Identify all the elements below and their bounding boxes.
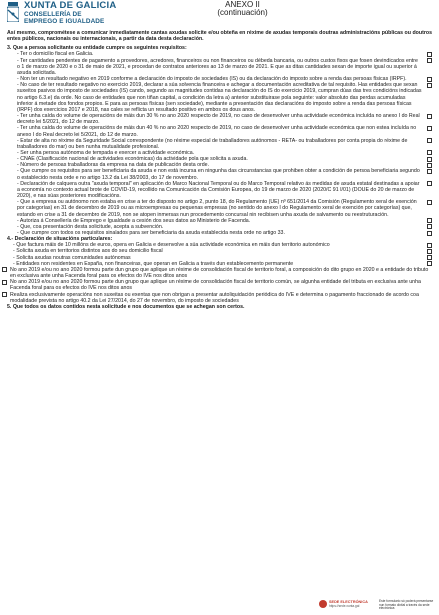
requirement-checkbox[interactable] xyxy=(427,150,432,155)
section-5: 5. Que todos os datos contidos nesta solicitude e nos documentos que se achegan son certos. xyxy=(7,303,245,310)
situation-item: - Solicita axudas noutras comunidades autónomas xyxy=(7,255,432,261)
section-4-title: 4.- Declaración de situacións particulares: xyxy=(7,236,113,243)
requirement-checkbox[interactable] xyxy=(427,83,432,88)
sede-url[interactable]: https://sede.xunta.gal xyxy=(329,604,360,608)
group-consolidation-comun: No ano 2019 e/ou no ano 2020 formou parte dun grupo que aplique un réxime de consolidación fiscal de territorio común, se algunha entidade del tributa en exclusiva ante unha Facenda foral para os efectos do IVE nos ditos anos xyxy=(7,279,432,291)
situation-checkbox[interactable] xyxy=(427,243,432,248)
requirement-item: - Autoriza á Consellería de Emprego e Igualdade a cesión dos seus datos ao Ministerio de Facenda. xyxy=(7,218,432,224)
situation-checkbox[interactable] xyxy=(427,255,432,260)
requirement-item: - Declaración de calquera outra "axuda temporal" en aplicación do Marco Nacional Temporal ou do Marco Temporal relativo ás medidas de axuda estatal destinadas a apoiar a economía no contexto actual brote de COVID-19, recollido na Comunicación da Comisión Europea, do 19 de marzo de 2020 (2020/C 91 I/01) (DOUE do 20 de marzo de 2020), e nas súas posteriores modificacións. xyxy=(7,181,432,199)
requirement-item: - Ser unha persoa autónoma de tempada e exercer a actividade económica. xyxy=(7,150,432,156)
page-footer xyxy=(7,598,432,612)
situation-checkbox[interactable] xyxy=(427,249,432,254)
requirement-item: - No caso de ter resultado negativo no exercicio 2019, declarar a súa solvencia financeira e achegar a documentación acreditativa de tal requisito. Has entidades que sexan suxeitos pasivos do imposto de sociedades (IS) cando, segundo as magnitudes contidas na declaración do IS do exercicio 2019, cumpran dúas das tres condicións indicadas no artigo 6.3.e) da orde. No caso de entidades que non tiñan capital, a condición da letra a) anterior substituirase pola seguinte: valor absoluto das perdas acumuladas inferior á metade dos fondos propios. E para as persoas físicas (sen sociedade), mediante a presentación das declaracións do imposto sobre a renda das persoas físicas (IRPF) dos exercicios 2017 e 2018, nas cales se reflicta un resultado positivo en ambos os dous anos. xyxy=(7,82,432,113)
anexo-subtitle: (continuación) xyxy=(217,8,268,17)
situation-item: - Que factura máis de 10 millóns de euros, opera en Galicia e desenvolve a súa actividade económica en máis dun territorio autonómico xyxy=(7,242,432,248)
requirement-checkbox[interactable] xyxy=(427,231,432,236)
requirement-checkbox[interactable] xyxy=(427,224,432,229)
requirement-item: - Ter cantidades pendentes de pagamento a provedores, acredores, financeiros ou non financeiros ou débeda bancaria, ou outros custos fixos que fosen devindicados entre o 1 de marzo de 2020 e o 31 de maio de 2021, e procedan de contratos anteriores ao 13 de marzo de 2021. E que as ditas cantidades sexan de importe igual ou superior á axuda solicitada. xyxy=(7,58,432,76)
sede-label: SEDE ELECTRÓNICA xyxy=(329,600,368,604)
exempt-operations-checkbox[interactable] xyxy=(2,292,7,297)
situation-checkbox[interactable] xyxy=(427,261,432,266)
requirement-checkbox[interactable] xyxy=(427,200,432,205)
requirement-item: - Ter unha caída do volume de operacións de máis dun 40 % no ano 2020 respecto de 2019, no caso de desenvolver unha actividade económica que non estea incluída no anexo I do Real decreto lei 5/2021, do 12 de marzo. xyxy=(7,125,432,137)
requirement-item: - Estar de alta no réxime da Seguridade Social correspondente (no réxime especial de traballadores autónomos - RETA- ou traballadores por conta propia do réxime de traballadores do mar) ou ben nunha mutualidade profesional. xyxy=(7,138,432,150)
requirement-item: - Que a empresa ou autónomo non estaba en crise a ter do disposto no artigo 2, punto 18, do Regulamento (UE) nº 651/2014 da Comisión (Regulamento xeral de exención por categorías) en 31 de decembro de 2019 ou as microempresas ou pequenas empresas (no sentido do anexo I do Regulamento xeral de exención por categorías) que, estando en crise a 31 de decembro de 2019, non se atopen inmersas nun procedemento concursal nin recibisen unha axuda de salvamento ou reestruturación. xyxy=(7,199,432,217)
requirement-checkbox[interactable] xyxy=(427,163,432,168)
group-foral-checkbox[interactable] xyxy=(2,267,7,272)
requirement-checkbox[interactable] xyxy=(427,181,432,186)
requirement-item: - Que, coa presentación desta solicitude, acepta a subvención. xyxy=(7,224,432,230)
requirement-checkbox[interactable] xyxy=(427,77,432,82)
situation-item: - Solicita axuda en territorios distintos aos do seu domicilio fiscal xyxy=(7,248,432,254)
requirement-checkbox[interactable] xyxy=(427,58,432,63)
requirement-checkbox[interactable] xyxy=(427,169,432,174)
intro-paragraph: Así mesmo, comprométese a comunicar inmediatamente cantas axudas solicite e/ou obteña en réxime de axudas temporais doutras administracións públicas ou doutros entes públicos, nacionais ou internacionais, a partir da data desta declaración. xyxy=(7,30,432,43)
requirement-item: - Número de persoas traballadoras da empresa na data de publicación desta orde. xyxy=(7,162,432,168)
xunta-logo-text xyxy=(24,1,116,25)
group-consolidation-foral: No ano 2019 e/ou no ano 2020 formou parte dun grupo que aplique un réxime de consolidación fiscal de territorio foral, a composición do dito grupo en 2020 e a entidade do tributo en exclusiva ante unha Facenda foral para os efectos do IVE nos ditos anos xyxy=(7,267,432,279)
requirement-item: - Non ter un resultado negativo en 2019 conforme a declaración do imposto de sociedades (IS) ou da declaración do imposto sobre a renda das persoas físicas (IRPF). xyxy=(7,76,432,82)
logo-subtitle-2: EMPREGO E IGUALDADE xyxy=(24,18,105,25)
form-body xyxy=(7,30,432,310)
group-comun-checkbox[interactable] xyxy=(2,280,7,285)
requirement-checkbox[interactable] xyxy=(427,157,432,162)
footer-note: Este formulario só poderá presentarse nun formato dixital a través da sede electrónica xyxy=(379,599,434,611)
xunta-logo-icon xyxy=(7,2,19,22)
anexo-heading xyxy=(215,1,270,17)
requirement-checkbox[interactable] xyxy=(427,114,432,119)
page-header xyxy=(0,0,439,28)
section-3-title: 3. Que a persoa solicitante ou entidade cumpre os seguintes requisitos: xyxy=(7,45,187,52)
requirement-item: - CNAE (Clasificación nacional de actividades económicas) da actividade pola que solicita a axuda. xyxy=(7,156,432,162)
requirement-item: - Ter o domicilio fiscal en Galicia. xyxy=(7,51,432,57)
logo-subtitle-1: CONSELLERÍA DE xyxy=(24,11,82,18)
logo-title: XUNTA DE GALICIA xyxy=(24,0,117,11)
requirement-checkbox[interactable] xyxy=(427,126,432,131)
requirement-item: - Ter unha caída do volume de operacións de máis dun 30 % no ano 2020 respecto de 2019, no caso de desenvolver unha actividade económica incluída no anexo I do Real decreto lei 5/2021, do 12 de marzo. xyxy=(7,113,432,125)
requirement-item: - Que cumpre os requisitos para ser beneficiaria da axuda e non está incursa en ningunha das circunstancias que prohiben obter a condición de persoa beneficiaria segundo o establecido nesta orde e no artigo 13.2 da Lei 38/2003, do 17 de novembro. xyxy=(7,168,432,180)
requirement-checkbox[interactable] xyxy=(427,138,432,143)
anexo-title: ANEXO II xyxy=(225,0,260,9)
situation-item: - Entidades non residentes en España, non financeiras, que operan en Galicia a través dun establecemento permanente xyxy=(7,261,432,267)
requirement-checkbox[interactable] xyxy=(427,52,432,57)
sede-logo-icon xyxy=(319,600,327,608)
exempt-operations: Realiza exclusivamente operacións non suxeitas ou exentas que non obrigan a presentar autoliquidación periódica do IVE e determina o pagamento fraccionado de acordo coa modalidade prevista no artigo 40.2 da Lei 27/2014, do 27 de novembro, do imposto de sociedades xyxy=(7,292,432,304)
requirement-checkbox[interactable] xyxy=(427,218,432,223)
requirement-item: - Que cumpre con todos os requisitos sinalados para ser beneficiaria da axuda establecida nesta orde no artigo 33. xyxy=(7,230,432,236)
